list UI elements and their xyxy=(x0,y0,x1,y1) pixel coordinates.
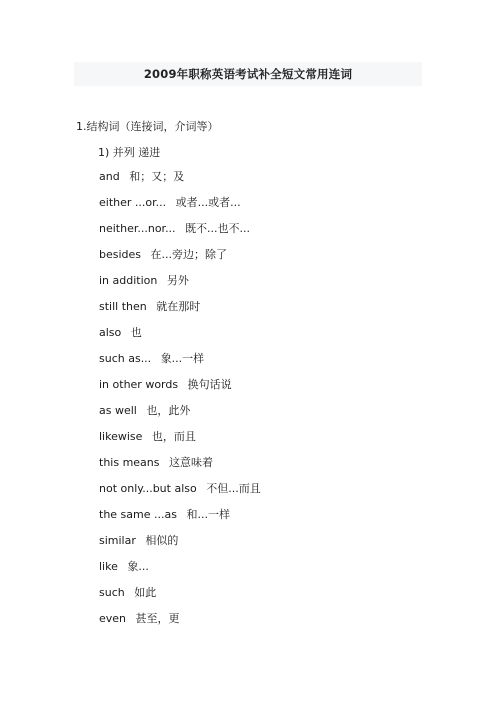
list-item xyxy=(99,196,261,222)
entry-meaning: 或者...或者... xyxy=(175,196,241,209)
list-item xyxy=(99,456,261,482)
subheading: 1) 并列 递进 xyxy=(98,146,161,159)
list-item xyxy=(99,482,261,508)
entry-meaning: 换句话说 xyxy=(187,378,232,391)
list-item xyxy=(99,404,261,430)
entry-term: this means xyxy=(99,456,160,469)
entry-meaning: 也，而且 xyxy=(151,430,196,443)
entry-meaning: 在...旁边；除了 xyxy=(150,248,228,261)
entry-meaning: 和；又；及 xyxy=(129,170,185,183)
list-item xyxy=(99,586,261,612)
list-item xyxy=(99,326,261,352)
entry-term: such xyxy=(99,586,125,599)
entry-term: neither...nor... xyxy=(99,222,176,235)
entry-meaning: 这意味着 xyxy=(169,456,213,469)
entry-meaning: 甚至，更 xyxy=(135,612,180,625)
entry-meaning: 不但...而且 xyxy=(206,482,261,495)
entry-meaning: 相似的 xyxy=(145,534,179,547)
entry-term: and xyxy=(99,170,120,183)
entry-term: likewise xyxy=(99,430,143,443)
list-item xyxy=(99,352,261,378)
list-item xyxy=(99,534,261,560)
entry-term: not only...but also xyxy=(99,482,197,495)
list-item xyxy=(99,378,261,404)
list-item xyxy=(99,560,261,586)
list-item xyxy=(99,170,261,196)
entry-term: the same ...as xyxy=(99,508,177,521)
entry-term: either ...or... xyxy=(99,196,167,209)
entry-meaning: 就在那时 xyxy=(156,300,201,313)
entry-meaning: 象...一样 xyxy=(160,352,205,365)
list-item xyxy=(99,430,261,456)
list-item xyxy=(99,248,261,274)
entry-meaning: 象... xyxy=(127,560,149,573)
entry-meaning: 和...一样 xyxy=(186,508,230,521)
document-title: 2009年职称英语考试补全短文常用连词 xyxy=(143,67,353,81)
entry-term: still then xyxy=(99,300,147,313)
title-bar xyxy=(74,62,422,86)
entry-meaning: 也，此外 xyxy=(146,404,191,417)
entry-term: like xyxy=(99,560,118,573)
entry-term: as well xyxy=(99,404,137,417)
entry-meaning: 既不...也不... xyxy=(185,222,251,235)
entry-term: such as... xyxy=(99,352,152,365)
entry-term: even xyxy=(99,612,127,625)
entry-term: in addition xyxy=(99,274,158,287)
list-item xyxy=(99,612,261,638)
entry-meaning: 也 xyxy=(130,326,142,339)
list-item xyxy=(99,222,261,248)
entry-term: besides xyxy=(99,248,142,261)
list-item xyxy=(99,508,261,534)
entry-meaning: 如此 xyxy=(134,586,157,599)
section-heading: 1.结构词（连接词，介词等） xyxy=(76,120,219,133)
list-item xyxy=(99,300,261,326)
entry-list xyxy=(99,170,261,638)
entry-term: also xyxy=(99,326,122,339)
entry-meaning: 另外 xyxy=(166,274,189,287)
list-item xyxy=(99,274,261,300)
entry-term: in other words xyxy=(99,378,179,391)
entry-term: similar xyxy=(99,534,136,547)
